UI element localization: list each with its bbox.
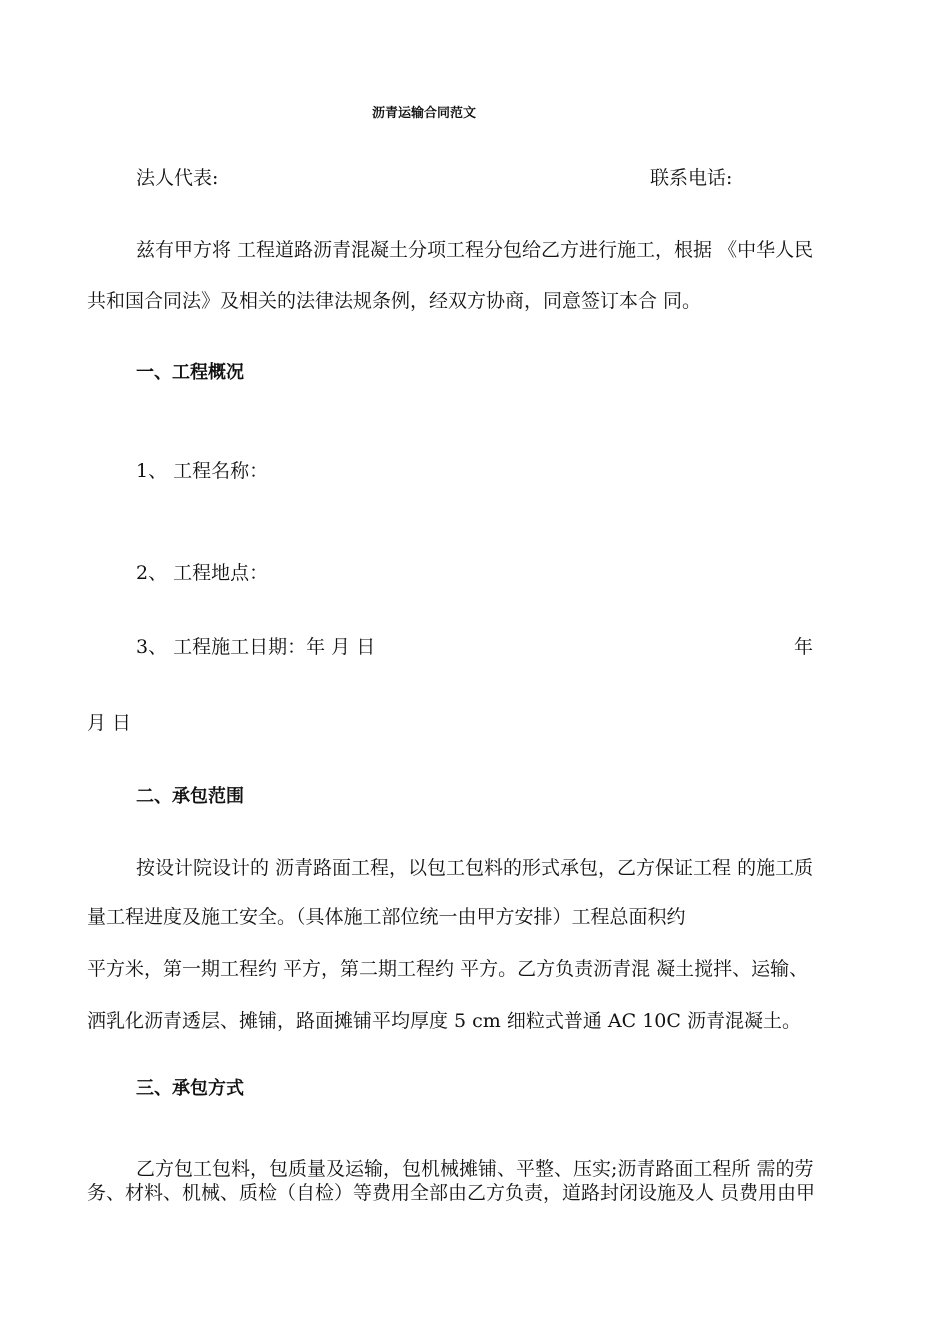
document-title: 沥青运输合同范文 xyxy=(372,106,477,121)
scope-line-2: 量工程进度及施工安全。（具体施工部位统一由甲方安排）工程总面积约 xyxy=(87,906,686,928)
project-location-item: 2、 工程地点： xyxy=(136,562,269,584)
method-line-1: 乙方包工包料，包质量及运输，包机械摊铺、平整、压实;沥青路面工程所 需的劳 xyxy=(136,1158,814,1180)
construction-date-end-month-day: 月 日 xyxy=(87,712,132,734)
method-line-2: 务、材料、机械、质检（自检）等费用全部由乙方负责，道路封闭设施及人 员费用由甲 xyxy=(87,1182,816,1204)
section-3-heading: 三、承包方式 xyxy=(136,1078,244,1099)
legal-representative-label: 法人代表: xyxy=(136,167,219,189)
construction-date-end-year: 年 xyxy=(794,636,814,658)
scope-line-3: 平方米，第一期工程约 平方，第二期工程约 平方。乙方负责沥青混 凝土搅拌、运输、 xyxy=(87,958,809,980)
scope-line-1: 按设计院设计的 沥青路面工程，以包工包料的形式承包，乙方保证工程 的施工质 xyxy=(136,857,814,879)
contact-phone-label: 联系电话: xyxy=(650,167,733,189)
construction-date-item: 3、 工程施工日期：年 月 日 xyxy=(136,636,376,658)
project-name-item: 1、 工程名称： xyxy=(136,460,269,482)
intro-line-2: 共和国合同法》及相关的法律法规条例，经双方协商，同意签订本合 同。 xyxy=(87,290,702,312)
section-1-heading: 一、工程概况 xyxy=(136,362,244,383)
scope-line-4: 洒乳化沥青透层、摊铺，路面摊铺平均厚度 5 cm 细粒式普通 AC 10C 沥青混凝土。 xyxy=(87,1010,801,1032)
intro-line-1: 兹有甲方将 工程道路沥青混凝土分项工程分包给乙方进行施工，根据 《中华人民 xyxy=(136,239,814,261)
section-2-heading: 二、承包范围 xyxy=(136,786,244,807)
